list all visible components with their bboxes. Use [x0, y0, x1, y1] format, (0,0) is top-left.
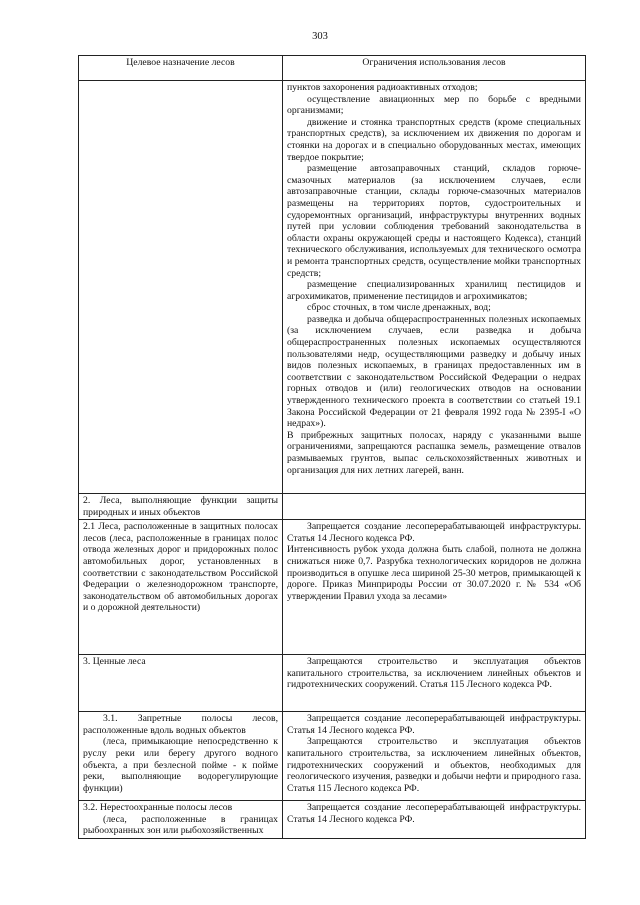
table-cell-purpose [79, 494, 283, 520]
restriction-paragraph: движение и стоянка транспортных средств (кроме специальных транспортных средств), за исключением их движения по дорогам и стоянки на дорогах и в специально оборудованных местах, имеющих твердое покрытие; [287, 116, 581, 163]
restriction-paragraph: осуществление авиационных мер по борьбе с вредными организмами; [287, 93, 581, 117]
restriction-paragraph: Запрещаются строительство и эксплуатация объектов капитального строительства, за исключением линейных объектов, гидротехнических сооружений и объектов, необходимых для геологического изучения, разведки и добычи нефти и природного газа. Статья 115 Лесного кодекса РФ. [287, 736, 581, 794]
forest-category-text: 2.1 Леса, расположенные в защитных полосах лесов (леса, расположенные в границах полос отвода железных дорог и придорожных полос автомобильных дорог, установленных в соответствии с законодательством Российской Федерации о железнодорожном транспорте, законодательством об автомобильных дорогах и о дорожной деятельности) [83, 521, 278, 614]
restriction-paragraph: размещение автозаправочных станций, складов горюче-смазочных материалов (за исключением случаев, если автозаправочные станции, склады горюче-смазочных материалов размещены на территориях портов, судостроительных и судоремонтных организаций, инфраструктуры внутренних водных путей при условии соблюдения требований законодательства в области охраны окружающей среды и настоящего Кодекса), станций технического обслуживания, используемых для технического осмотра и ремонта транспортных средств, осуществление мойки транспортных средств; [287, 163, 581, 279]
table-cell-restrictions [283, 494, 586, 520]
forest-category-title: 3.2. Нерестоохранные полосы лесов [83, 802, 233, 814]
table-cell-purpose [79, 520, 283, 655]
forest-category-title: 3.1. Запретные полосы лесов, расположенные вдоль водных объектов [83, 713, 278, 736]
table-row [79, 801, 586, 839]
restriction-paragraph: Запрещается создание лесоперерабатывающей инфраструктуры. Статья 14 Лесного кодекса РФ. [287, 521, 581, 544]
forest-category-description: (леса, примыкающие непосредственно к руслу реки или берегу другого водного объекта, а при безлесной пойме - к пойме реки, выполняющие водорегулирующие функции) [83, 736, 278, 794]
forest-category-description: (леса, расположенные в границах рыбоохранных зон или рыбохозяйственных [83, 813, 278, 837]
table-row [79, 712, 586, 801]
restriction-paragraph: размещение специализированных хранилищ пестицидов и агрохимикатов, применение пестицидов и агрохимикатов; [287, 279, 581, 302]
restriction-paragraph: разведка и добыча общераспространенных полезных ископаемых (за исключением случаев, если разведка и добыча общераспространенных полезных ископаемых осуществляются пользователями недр, осуществляющими разведку и добычу иных видов полезных ископаемых, в границах предоставленных им в соответствии с законодательством Российской Федерации о недрах горных отводов и (или) геологических отводов на основании утвержденного технического проекта в соответствии со статьей 19.1 Закона Российской Федерации от 21 февраля 1992 года № 2395-I «О недрах»). [287, 313, 581, 430]
table-cell-restrictions [283, 81, 586, 494]
table-cell-purpose [79, 801, 283, 839]
table-cell-purpose [79, 81, 283, 494]
header-usage-restrictions: Ограничения использования лесов [283, 56, 586, 81]
table-cell-purpose [79, 655, 283, 712]
table-row [79, 655, 586, 712]
restriction-paragraph: Запрещается создание лесоперерабатывающей инфраструктуры. Статья 14 Лесного кодекса РФ. [287, 802, 581, 825]
table-row [79, 81, 586, 494]
restriction-paragraph: Запрещается создание лесоперерабатывающей инфраструктуры. Статья 14 Лесного кодекса РФ. [287, 713, 581, 736]
table-cell-restrictions [283, 801, 586, 839]
restriction-paragraph: пунктов захоронения радиоактивных отходов; [287, 82, 478, 93]
page-number: 303 [312, 31, 328, 42]
section-heading: 3. Ценные леса [83, 656, 146, 668]
table-cell-purpose [79, 712, 283, 801]
table-row [79, 494, 586, 520]
table-cell-restrictions [283, 520, 586, 655]
restriction-paragraph: Запрещаются строительство и эксплуатация объектов капитального строительства, за исключением линейных объектов и гидротехнических сооружений. Статья 115 Лесного кодекса РФ. [287, 656, 581, 691]
restriction-paragraph: Интенсивность рубок ухода должна быть слабой, полнота не должна снижаться ниже 0,7. Разрубка технологических коридоров не должна производиться в опушке леса шириной 25-30 метров, примыкающей к дороге. Приказ Минприроды России от 30.07.2020 г. № 534 «Об утверждении Правил ухода за лесами» [287, 544, 581, 602]
table-header-row [79, 56, 586, 81]
table-row [79, 520, 586, 655]
section-heading: 2. Леса, выполняющие функции защиты природных и иных объектов [83, 495, 278, 518]
restriction-paragraph: сброс сточных, в том числе дренажных, вод; [307, 302, 491, 314]
table-cell-restrictions [283, 712, 586, 801]
table-cell-restrictions [283, 655, 586, 712]
restriction-paragraph: В прибрежных защитных полосах, наряду с указанными выше ограничениями, запрещаются распашка земель, размещение отвалов размываемых грунтов, выпас сельскохозяйственных животных и организация для них летних лагерей, ванн. [287, 429, 581, 476]
restrictions-table [78, 55, 586, 839]
header-forest-purpose: Целевое назначение лесов [79, 56, 283, 81]
